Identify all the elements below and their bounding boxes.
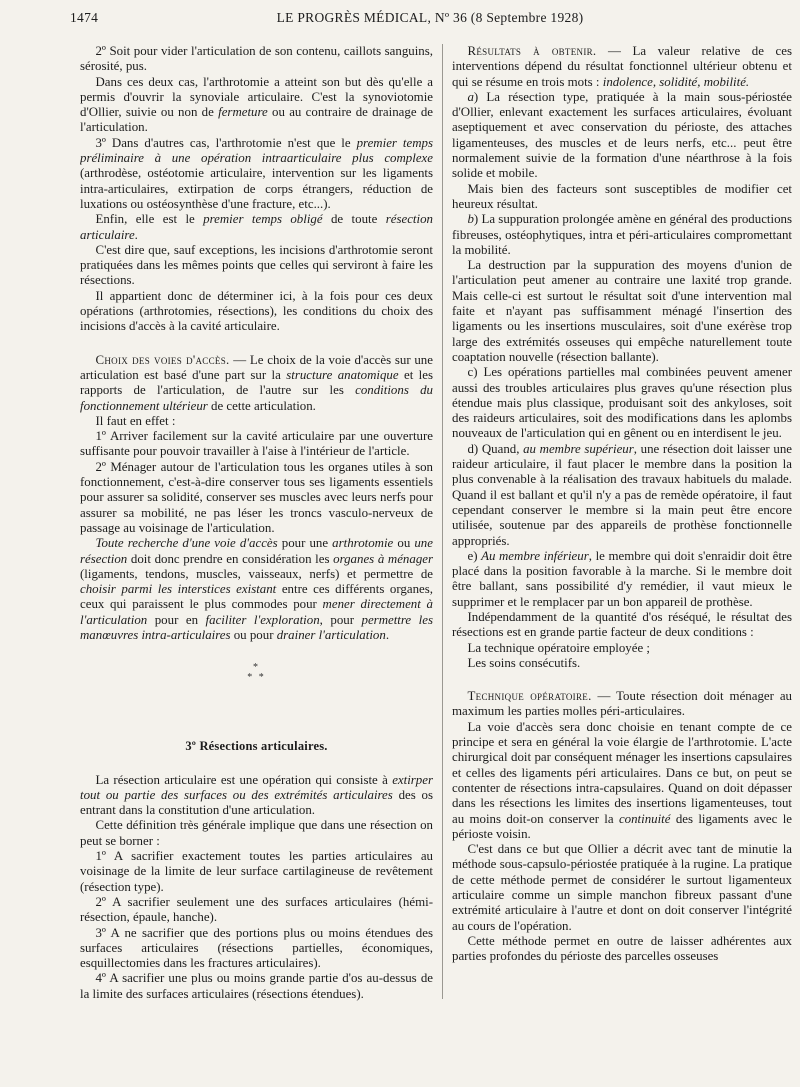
column-divider bbox=[442, 44, 443, 999]
section-title: 3º Résections articulaires. bbox=[185, 739, 328, 754]
paragraph: Cette méthode permet en outre de laisser adhérentes aux parties profondes du périoste des parcelles osseuses bbox=[452, 933, 792, 964]
paragraph: La résection articulaire est une opération qui consiste à extirper tout ou partie des surfaces ou des extrémités articulaires des os entrant dans la constitution d'une articulation. bbox=[80, 772, 433, 818]
list-item: 3º A ne sacrifier que des portions plus ou moins étendues des surfaces articulaires (résections partielles, économiques, esquillectomies dans les fractures articulaires). bbox=[80, 925, 433, 971]
running-header bbox=[70, 10, 790, 30]
run-in-heading: Choix des voies d'accès. bbox=[95, 352, 230, 367]
paragraph: Enfin, elle est le premier temps obligé de toute résection articulaire. bbox=[80, 212, 433, 242]
paragraph: b) La suppuration prolongée amène en général des productions fibreuses, ostéophytiques, intra et péri-articulaires compromettant la mobilité. bbox=[452, 212, 792, 257]
paragraph: a) La résection type, pratiquée à la main sous-périostée d'Ollier, enlevant exactement les surfaces articulaires, évoluant aseptiquement et avec conservation du périoste, des attaches ligamenteuses, des muscles et de leurs nerfs, etc... peut être normalement suivie de la formation d'une néarthrose à la fois solide et mobile. bbox=[452, 89, 792, 181]
paragraph: 1º Arriver facilement sur la cavité articulaire par une ouverture suffisante pour pouvoir travailler à l'aise à l'intérieur de l'article. bbox=[80, 429, 433, 459]
paragraph: e) Au membre inférieur, le membre qui doit s'enraidir doit être placé dans la position favorable à la marche. Si le membre doit être ballant, sans possibilité d'y remédier, il vaut mieux le supprimer et le remplacer par un bon appareil de prothèse. bbox=[452, 548, 792, 609]
run-in-heading: Résultats à obtenir. bbox=[467, 44, 597, 58]
list-item: La technique opératoire employée ; bbox=[467, 640, 651, 655]
paragraph: 2º Ménager autour de l'articulation tous les organes utiles à son fonctionnement, c'est-à-dire conserver tous ses ligaments essentiels pour assurer sa solidité, conserver ses muscles avec leurs nerfs pour assurer sa mobilité, ne pas léser les troncs vasculo-nerveux de passage au voisinage de l'articulation. bbox=[80, 459, 433, 535]
run-in-heading: Technique opératoire. bbox=[467, 689, 592, 704]
list-item: Les soins consécutifs. bbox=[467, 655, 581, 670]
left-column bbox=[80, 44, 433, 1080]
paragraph: 3º Dans d'autres cas, l'arthrotomie n'est que le premier temps préliminaire à une opération intraarticulaire plus complexe (arthrodèse, ostéotomie articulaire, intervention sur les ligaments intra-articulaires, extirpation de corps étrangers, réduction de luxations ou ostéosynthèse d'une fracture, etc...). bbox=[80, 135, 433, 211]
asterism-divider: * * * bbox=[247, 662, 266, 684]
journal-title: LE PROGRÈS MÉDICAL, Nº 36 (8 Septembre 1928) bbox=[276, 10, 584, 25]
list-item: 4º A sacrifier une plus ou moins grande partie d'os au-dessus de la limite des surfaces articulaires (résections étendues). bbox=[80, 971, 433, 1001]
paragraph-technique: Technique opératoire. — Toute résection doit ménager au maximum les parties molles péri-articulaires. bbox=[452, 689, 792, 719]
paragraph: La voie d'accès sera donc choisie en tenant compte de ce principe et sera en général la voie élargie de l'arthrotomie. L'acte chirurgical doit par conséquent ménager les insertions capsulaires et celles des ligaments péri articulaires. Dans ce but, on peut se contenter de résections intra-capsulaires. Quand on doit dépasser dans les résections les limites des insertions ligamenteuses, tout au moins doit-on conserver la continuité des ligaments avec le périoste voisin. bbox=[452, 719, 792, 841]
paragraph: c) Les opérations partielles mal combinées peuvent amener aussi des troubles articulaires plus graves qu'une résection plus étendue mais plus classique, produisant soit des ankyloses, soit des raideurs articulaires, soit des modifications dans les aplombs nouveaux de l'articulation qui en gênent ou en interdisent le jeu. bbox=[452, 365, 792, 441]
paragraph: d) Quand, au membre supérieur, une résection doit laisser une raideur articulaire, il faut placer le membre dans la position la plus convenable à la réalisation des travaux habituels du malade. Quand il est ballant et qu'il n'y a pas de remède opératoire, il faut cependant conserver le membre si la main peut être encore utilisée, soutenue par des appareils de prothèse fonctionnelle appropriés. bbox=[452, 441, 792, 548]
paragraph: Cette définition très générale implique que dans une résection on peut se borner : bbox=[80, 818, 433, 848]
list-item: 2º A sacrifier seulement une des surfaces articulaires (hémi-résection, épaule, hanche). bbox=[80, 894, 433, 925]
paragraph: Dans ces deux cas, l'arthrotomie a atteint son but dès qu'elle a permis d'ouvrir la synoviale articulaire. C'est la synoviotomie d'Ollier, suivie ou non de fermeture ou au contraire de drainage de l'articulation. bbox=[80, 74, 433, 135]
paragraph: Il faut en effet : bbox=[95, 413, 176, 428]
right-column bbox=[452, 44, 792, 1080]
paragraph: 2º Soit pour vider l'articulation de son contenu, caillots sanguins, sérosité, pus. bbox=[80, 44, 433, 74]
paragraph: Indépendamment de la quantité d'os réséqué, le résultat des résections est en grande partie facteur de deux conditions : bbox=[452, 609, 792, 640]
paragraph: Mais bien des facteurs sont susceptibles de modifier cet heureux résultat. bbox=[452, 181, 792, 211]
paragraph: Toute recherche d'une voie d'accès pour une arthrotomie ou une résection doit donc prendre en considération les organes à ménager (ligaments, tendons, muscles, vaisseaux, nerfs) et permettre de choisir parmi les interstices existant entre ces différents organes, ceux qui paraissent le plus commodes pour mener directement à l'articulation pour en faciliter l'exploration, pour permettre les manœuvres intra-articulaires ou pour drainer l'articulation. bbox=[80, 536, 433, 642]
page-number: 1474 bbox=[70, 10, 99, 25]
list-item: 1º A sacrifier exactement toutes les parties articulaires au voisinage de la limite de leur surface cartilagineuse de revêtement (résection type). bbox=[80, 849, 433, 894]
paragraph: La destruction par la suppuration des moyens d'union de l'articulation peut amener au contraire une laxité trop grande. Mais celle-ci est surtout le résultat soit d'une intervention mal faite et n'ayant pas suffisamment ménagé l'insertion des ligaments ou les insertions musculaires, soit d'une exérèse trop large des extrémités osseuses qui empêche naturellement toute coaptation nouvelle (résection ballante). bbox=[452, 258, 792, 364]
paragraph: Il appartient donc de déterminer ici, à la fois pour ces deux opérations (arthrotomies, résections), les conditions du choix des incisions d'accès à la cavité articulaire. bbox=[80, 288, 433, 334]
paragraph: C'est dire que, sauf exceptions, les incisions d'arthrotomie seront pratiquées dans les mêmes points que celles qui serviront à faire les résections. bbox=[80, 242, 433, 288]
paragraph: C'est dans ce but que Ollier a décrit avec tant de minutie la méthode sous-capsulo-périostée pratiquée à la rugine. La pratique de cette méthode permet de considérer le surtout ligamenteux articulaire comme un simple manchon fibreux passant d'une extrémité articulaire à l'autre et dont on doit conserver l'intégrité au cours de l'opération. bbox=[452, 842, 792, 933]
paragraph-choix-des-voies: Choix des voies d'accès. — Le choix de la voie d'accès sur une articulation est basé d'une part sur la structure anatomique et les rapports de l'articulation, de l'autre sur les conditions du fonctionnement ultérieur de cette articulation. bbox=[80, 352, 433, 413]
paragraph-resultats: Résultats à obtenir. — La valeur relative de ces interventions dépend du résultat fonctionnel ultérieur obtenu et qui se résume en trois mots : indolence, solidité, mobilité. bbox=[452, 44, 792, 89]
